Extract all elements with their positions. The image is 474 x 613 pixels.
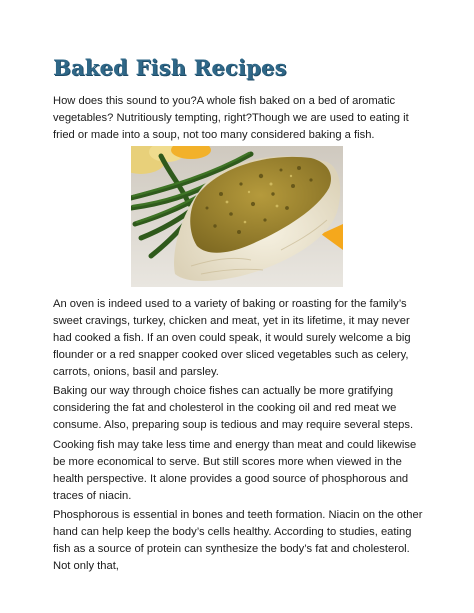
- paragraph-phosphorous: Phosphorous is essential in bones and teeth formation. Niacin on the other hand can help keep the body’s cells healthy. According to studies, eating fish as a source of protein can synthesize the body’s fat and cholesterol. Not only that,: [53, 509, 423, 572]
- paragraph-baking: Baking our way through choice fishes can actually be more gratifying considering the fat and cholesterol in the cooking oil and red meat we consume. Also, preparing soup is tedious and may require several steps.: [53, 385, 414, 431]
- paragraph-cooking: Cooking fish may take less time and energy than meat and could likewise be more economical to serve. But still scores more when viewed in the health perspective. It alone provides a good source of phosphorous and traces of niacin.: [53, 439, 417, 502]
- paragraph-intro: How does this sound to you?A whole fish baked on a bed of aromatic vegetables? Nutritiously tempting, right?Though we are used to eating it fried or made into a soup, not too many considered baking a fish.: [53, 95, 409, 141]
- page-title: Baked Fish Recipes: [53, 55, 287, 80]
- paragraph-oven: An oven is indeed used to a variety of baking or roasting for the family’s sweet cravings, turkey, chicken and meat, yet in its lifetime, it may never had cooked a fish. If an oven could speak, it would surely welcome a big flounder or a red snapper cooked over sliced vegetables such as celery, carrots, onions, basil and parsley.: [53, 298, 411, 378]
- baked-fish-photo: [131, 146, 343, 287]
